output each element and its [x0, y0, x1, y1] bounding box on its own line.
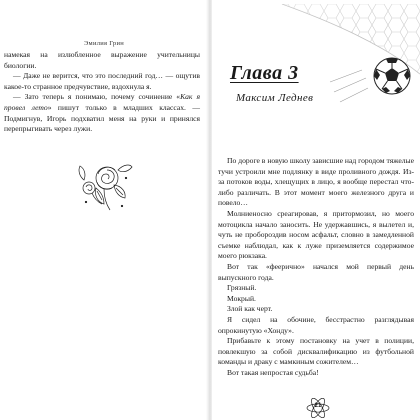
paragraph: Грязный. — [227, 283, 257, 293]
essay-title: Как я провел лето — [4, 92, 200, 112]
paragraph: Вот так «феерично» начался мой первый день выпускного года. — [218, 261, 414, 282]
paragraph: Злой как черт. — [227, 304, 273, 314]
left-page — [0, 0, 208, 420]
paragraph: По дороге в новую школу зависшие над городом тяжелые тучи устроили мне подлянку в виде проливного дождя. Из-за потоков воды, хлещущих в лицо, я вообще перестал что-либо различать. В этот момент моего железного друга и повело… — [218, 156, 414, 208]
paragraph: — Зато теперь я понимаю, почему сочинение «Как я провел лето» пишут только в младших классах. — Подмигнув, Игорь подхватил меня на руки и принялся перепрыгивать через лужи. — [4, 92, 200, 134]
running-head: Эмилия Грин — [83, 40, 125, 47]
soccer-ball-icon — [372, 56, 412, 96]
right-page — [212, 0, 420, 420]
paragraph: Мокрый. — [227, 293, 256, 303]
paragraph: намекая на излюбленное выражение учительницы биологии. — [4, 50, 200, 70]
paragraph: Я сидел на обочине, бесстрастно разглядывая опрокинутую «Хонду». — [218, 314, 414, 335]
paragraph: Вот такая непростая судьба! — [227, 367, 319, 377]
rose-flower-illustration — [74, 152, 136, 214]
chapter-title: Глава 3 — [230, 62, 299, 84]
paragraph: — Даже не верится, что это последний год… — ощутив какое-то странное предчувствие, вздохнула я. — [4, 71, 200, 91]
chapter-subtitle: Максим Леднев — [236, 92, 314, 104]
left-page-text — [4, 50, 200, 135]
paragraph: Прибавьте к этому постановку на учет в полиции, повлекшую за собой дисквалификацию из футбольной команды и драку с мамкиным сожителем… — [218, 336, 414, 367]
paragraph: Молниеносно среагировав, я притормозил, но моего мотоцикла начало заносить. Не удержавшись, я вылетел и, чуть не пробороздив носом асфальт, словно в замедленной съемке наблюдал, как к луже приземляется содержимое моего рюкзака. — [218, 208, 414, 261]
right-page-text — [218, 156, 414, 378]
page-number-badge — [306, 398, 330, 418]
page-number: 21 — [314, 403, 322, 409]
